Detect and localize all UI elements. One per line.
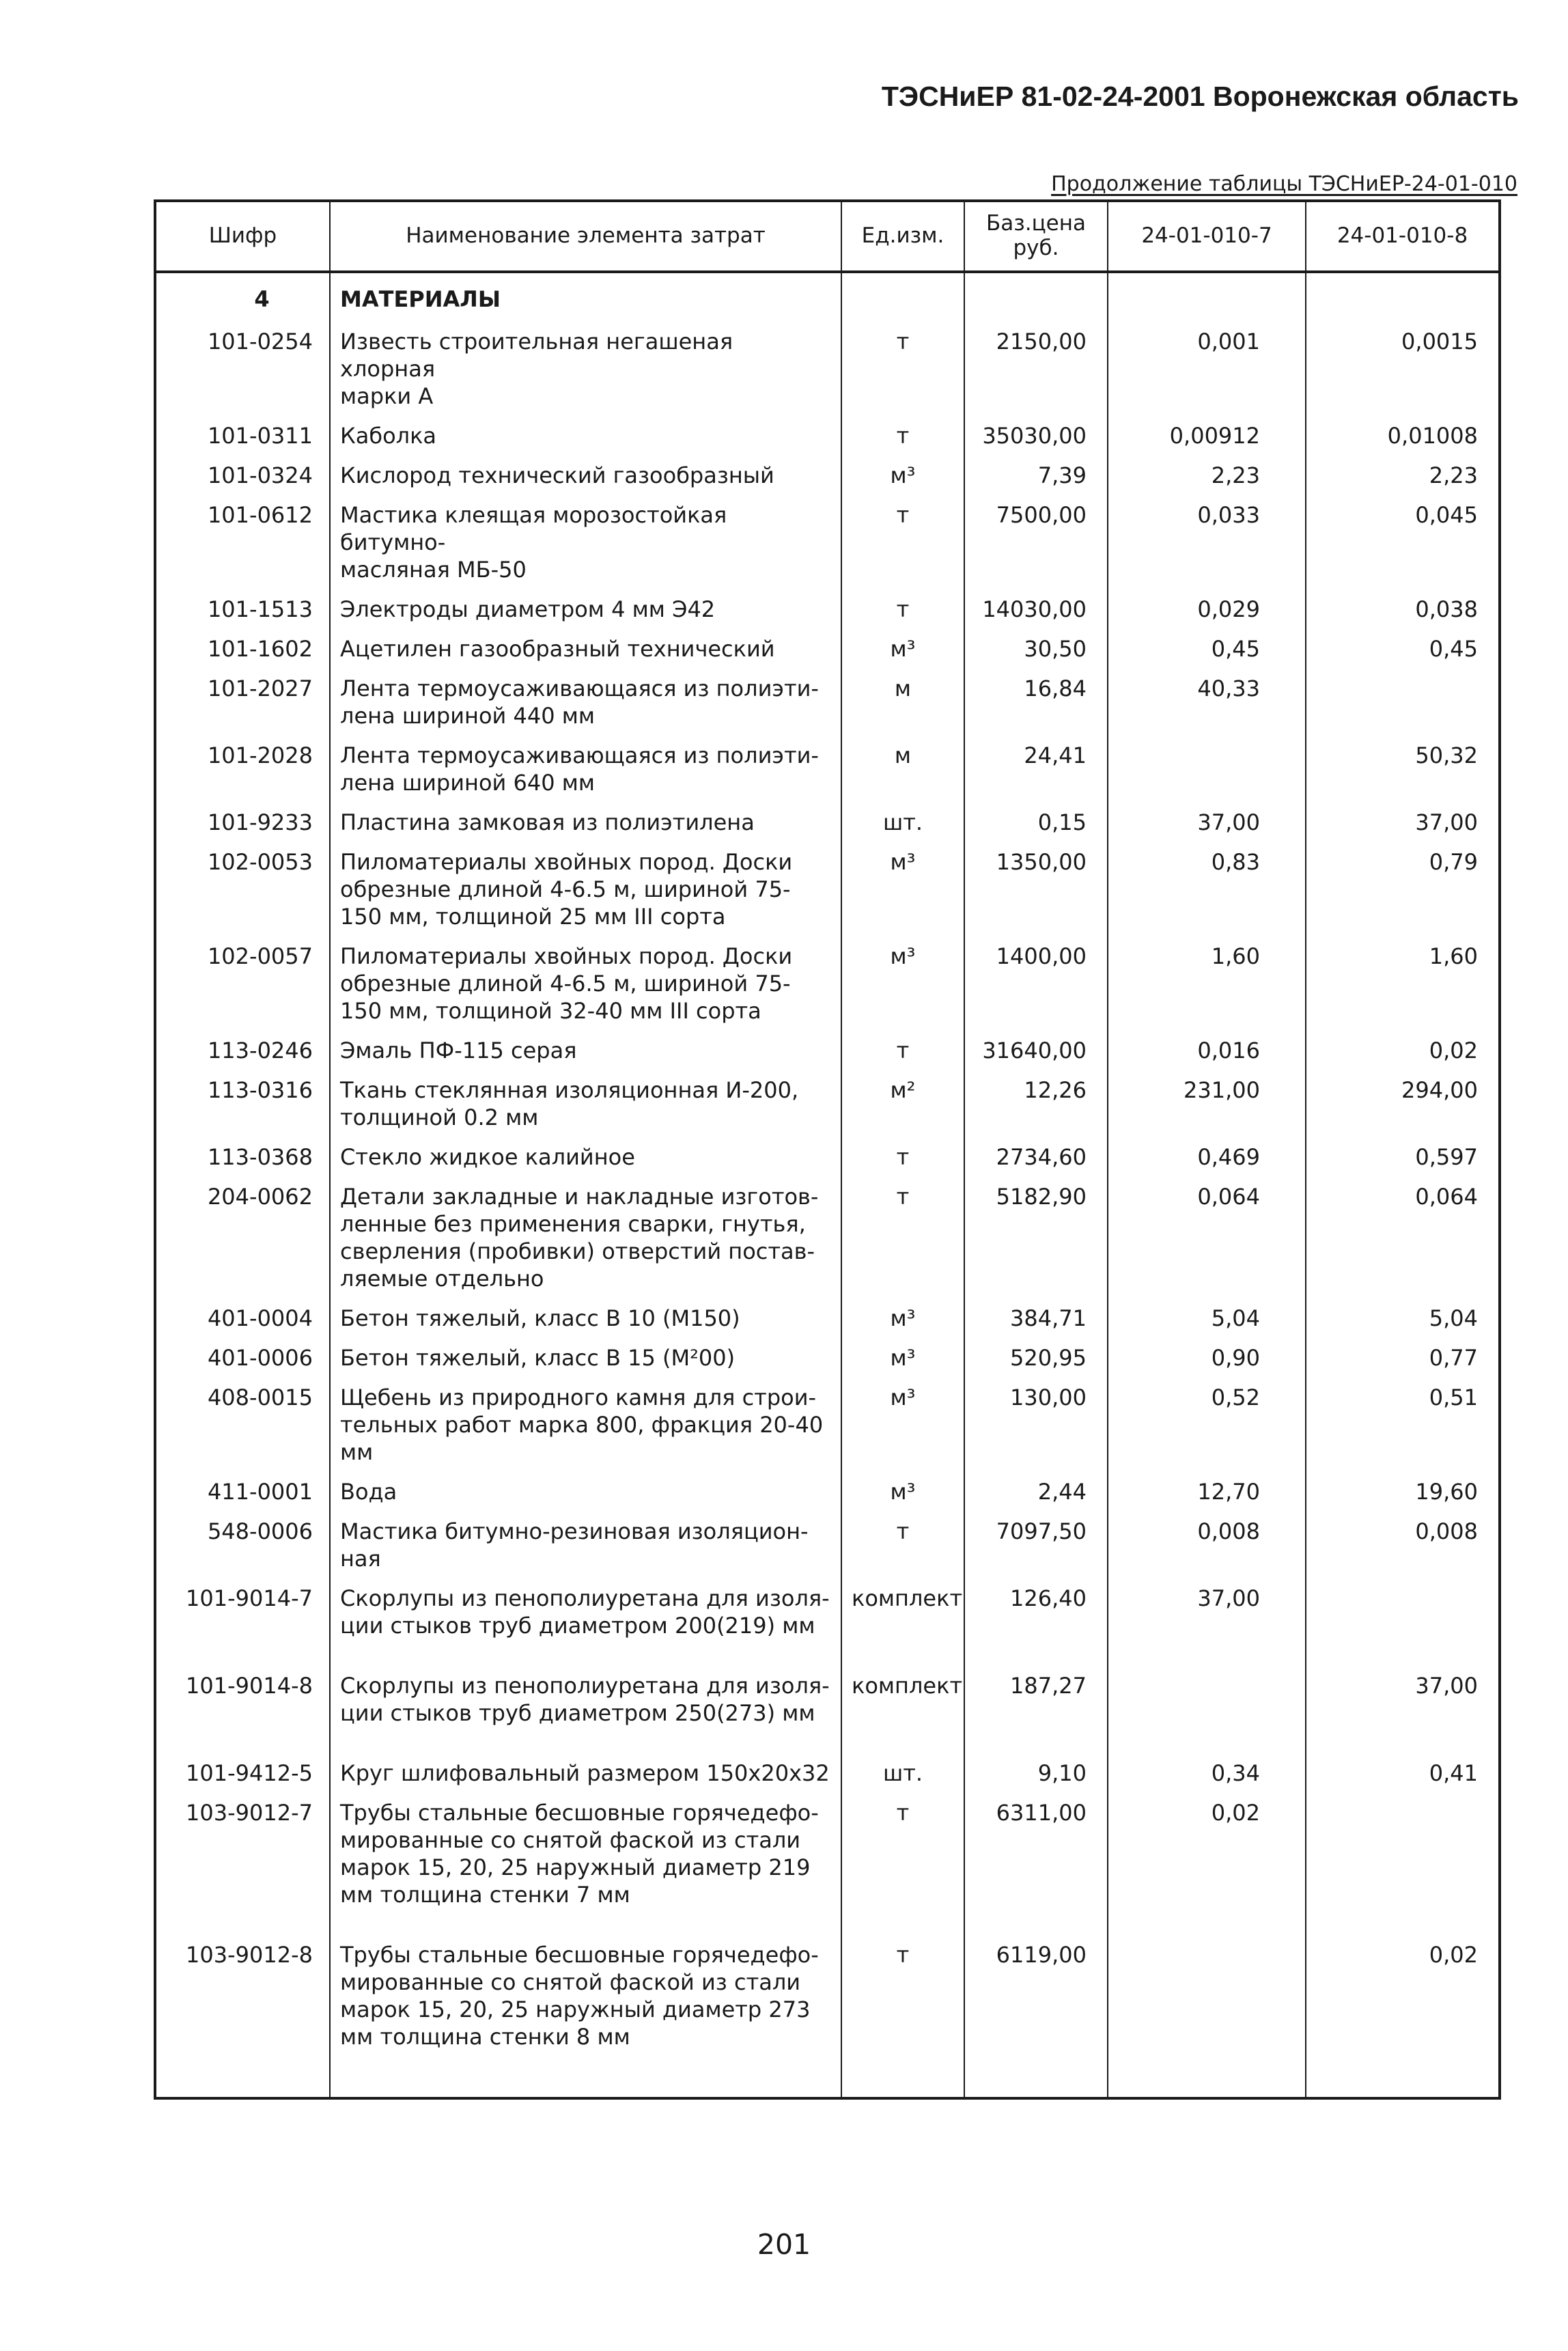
cell-code: 101-1513 — [156, 583, 330, 623]
cell-norm-8: 294,00 — [1401, 1077, 1478, 1103]
empty-cell — [964, 2075, 1108, 2097]
cell-name: Круг шлифовальный размером 150х20х32 — [330, 1747, 841, 1787]
cell-code: 101-9014-7 — [156, 1572, 330, 1660]
cell-norm-8: 0,0015 — [1401, 329, 1478, 354]
cell-price: 126,40 — [964, 1572, 1108, 1660]
cell-norm-8: 0,045 — [1415, 502, 1478, 528]
cell-code: 101-0612 — [156, 489, 330, 583]
cell-norm-7 — [1108, 1929, 1306, 2075]
cell-name: Скорлупы из пенополиуретана для изоля- ции стыков труб диаметром 200(219) мм — [330, 1572, 841, 1660]
empty-cell — [1306, 272, 1498, 316]
empty-cell — [330, 2075, 841, 2097]
table-row — [156, 1131, 1498, 1171]
table-row — [156, 1372, 1498, 1466]
cell-code: 102-0053 — [156, 836, 330, 930]
cell-norm-7: 40,33 — [1108, 663, 1306, 729]
cell-unit: м³ — [841, 1372, 964, 1466]
cell-unit: м² — [841, 1064, 964, 1131]
cell-price: 12,26 — [964, 1064, 1108, 1131]
cell-price: 7,39 — [964, 449, 1108, 489]
cell-code: 411-0001 — [156, 1466, 330, 1505]
cell-name: Лента термоусаживающаяся из полиэти- лена шириной 640 мм — [330, 729, 841, 796]
cell-price: 24,41 — [964, 729, 1108, 796]
cell-price: 14030,00 — [964, 583, 1108, 623]
section-row — [156, 272, 1498, 316]
cell-unit: м³ — [841, 1466, 964, 1505]
table-row — [156, 796, 1498, 836]
table-row — [156, 836, 1498, 930]
cell-norm-7: 0,90 — [1108, 1332, 1306, 1372]
cell-price: 30,50 — [964, 623, 1108, 663]
filler-row — [156, 2075, 1498, 2097]
cell-name: Бетон тяжелый, класс В 10 (М150) — [330, 1292, 841, 1332]
cell-unit: м³ — [841, 449, 964, 489]
cell-norm-7: 0,469 — [1108, 1131, 1306, 1171]
table-row — [156, 1292, 1498, 1332]
cell-price: 0,15 — [964, 796, 1108, 836]
cell-code: 101-2028 — [156, 729, 330, 796]
cell-name: Трубы стальные бесшовные горячедефо- мированные со снятой фаской из стали марок 15, 20, 25 наружный диаметр 219 мм толщина стенки 7 мм — [330, 1787, 841, 1929]
cell-norm-8: 1,60 — [1429, 943, 1478, 969]
table-continuation-caption: Продолжение таблицы ТЭСНиЕР-24-01-010 — [1051, 172, 1517, 196]
cell-code: 101-0254 — [156, 316, 330, 410]
cell-norm-7: 0,83 — [1108, 836, 1306, 930]
cell-unit: т — [841, 489, 964, 583]
cell-unit: комплект — [841, 1660, 964, 1747]
cell-unit: т — [841, 1025, 964, 1064]
cell-price: 520,95 — [964, 1332, 1108, 1372]
empty-cell — [1306, 2075, 1498, 2097]
cell-name: Кислород технический газообразный — [330, 449, 841, 489]
cell-norm-7: 0,52 — [1108, 1372, 1306, 1466]
cell-code: 113-0316 — [156, 1064, 330, 1131]
cell-name: Вода — [330, 1466, 841, 1505]
cell-name: Бетон тяжелый, класс В 15 (М²00) — [330, 1332, 841, 1372]
cell-norm-8: 0,02 — [1429, 1038, 1478, 1063]
cell-unit: т — [841, 410, 964, 449]
norms-table — [156, 202, 1498, 2097]
cell-name: Пластина замковая из полиэтилена — [330, 796, 841, 836]
cell-norm-7: 0,064 — [1108, 1171, 1306, 1292]
cell-code: 101-9412-5 — [156, 1747, 330, 1787]
column-header-price: Баз.цена руб. — [964, 202, 1108, 272]
table-row — [156, 1929, 1498, 2075]
cell-price: 6311,00 — [964, 1787, 1108, 1929]
cell-norm-7: 1,60 — [1108, 930, 1306, 1025]
cell-code: 113-0246 — [156, 1025, 330, 1064]
column-header-unit: Ед.изм. — [841, 202, 964, 272]
cell-name: Мастика клеящая морозостойкая битумно- масляная МБ-50 — [330, 489, 841, 583]
cell-code: 101-0324 — [156, 449, 330, 489]
cell-price: 130,00 — [964, 1372, 1108, 1466]
cell-code: 101-9233 — [156, 796, 330, 836]
cell-name: Стекло жидкое калийное — [330, 1131, 841, 1171]
cell-price: 5182,90 — [964, 1171, 1108, 1292]
column-header-name: Наименование элемента затрат — [330, 202, 841, 272]
cell-norm-8: 50,32 — [1415, 742, 1478, 768]
cell-norm-8: 0,45 — [1429, 636, 1478, 662]
cell-unit: м³ — [841, 1332, 964, 1372]
empty-cell — [841, 2075, 964, 2097]
cell-norm-7: 0,029 — [1108, 583, 1306, 623]
cell-code: 103-9012-8 — [156, 1929, 330, 2075]
cell-name: Известь строительная негашеная хлорная марки А — [330, 316, 841, 410]
table-row — [156, 729, 1498, 796]
cell-norm-7: 0,00912 — [1108, 410, 1306, 449]
cell-price: 1350,00 — [964, 836, 1108, 930]
cell-norm-8: 0,51 — [1429, 1385, 1478, 1410]
table-row — [156, 449, 1498, 489]
cell-norm-7 — [1108, 1660, 1306, 1747]
table-row — [156, 663, 1498, 729]
cell-norm-7: 0,34 — [1108, 1747, 1306, 1787]
cell-norm-7: 0,033 — [1108, 489, 1306, 583]
table-row — [156, 1787, 1498, 1929]
cell-unit: т — [841, 1929, 964, 2075]
table-row — [156, 1572, 1498, 1660]
cell-name: Ткань стеклянная изоляционная И-200, толщиной 0.2 мм — [330, 1064, 841, 1131]
cell-norm-8 — [1306, 1572, 1498, 1660]
cell-unit: т — [841, 1787, 964, 1929]
cell-norm-7 — [1108, 729, 1306, 796]
cell-norm-8: 0,41 — [1429, 1760, 1478, 1786]
cell-code: 101-0311 — [156, 410, 330, 449]
table-row — [156, 930, 1498, 1025]
cell-norm-8: 5,04 — [1429, 1305, 1478, 1331]
cell-price: 2150,00 — [964, 316, 1108, 410]
cell-code: 113-0368 — [156, 1131, 330, 1171]
cell-norm-8: 37,00 — [1415, 1673, 1478, 1699]
empty-cell — [841, 272, 964, 316]
column-header-norm-7: 24-01-010-7 — [1108, 202, 1306, 272]
table-row — [156, 1064, 1498, 1131]
cell-price: 31640,00 — [964, 1025, 1108, 1064]
cell-unit: м — [841, 663, 964, 729]
cell-norm-7: 0,008 — [1108, 1505, 1306, 1572]
table-row — [156, 1747, 1498, 1787]
table-row — [156, 1025, 1498, 1064]
cell-norm-7: 2,23 — [1108, 449, 1306, 489]
cell-norm-8: 0,79 — [1429, 849, 1478, 875]
page-number: 201 — [757, 2228, 811, 2261]
cell-unit: комплект — [841, 1572, 964, 1660]
cell-norm-8: 2,23 — [1429, 462, 1478, 488]
table-header-row — [156, 202, 1498, 272]
cell-name: Пиломатериалы хвойных пород. Доски обрезные длиной 4-6.5 м, шириной 75- 150 мм, толщиной 25 мм III сорта — [330, 836, 841, 930]
cell-norm-8: 37,00 — [1415, 809, 1478, 835]
cell-unit: м³ — [841, 623, 964, 663]
cell-price: 2734,60 — [964, 1131, 1108, 1171]
empty-cell — [1108, 272, 1306, 316]
cell-norm-7: 37,00 — [1108, 796, 1306, 836]
cell-name: Ацетилен газообразный технический — [330, 623, 841, 663]
cell-unit: м³ — [841, 930, 964, 1025]
cell-unit: т — [841, 1171, 964, 1292]
cell-name: Скорлупы из пенополиуретана для изоля- ции стыков труб диаметром 250(273) мм — [330, 1660, 841, 1747]
cell-name: Лента термоусаживающаяся из полиэти- лена шириной 440 мм — [330, 663, 841, 729]
cell-price: 2,44 — [964, 1466, 1108, 1505]
cell-code: 548-0006 — [156, 1505, 330, 1572]
cell-name: Каболка — [330, 410, 841, 449]
cell-unit: шт. — [841, 796, 964, 836]
document-title: ТЭСНиЕР 81-02-24-2001 Воронежская область — [881, 81, 1519, 112]
cell-norm-7: 0,02 — [1108, 1787, 1306, 1929]
cell-name: Мастика битумно-резиновая изоляцион- ная — [330, 1505, 841, 1572]
empty-cell — [156, 2075, 330, 2097]
cell-norm-8: 0,02 — [1429, 1942, 1478, 1968]
table-row — [156, 583, 1498, 623]
cell-norm-8: 0,038 — [1415, 596, 1478, 622]
cell-unit: м — [841, 729, 964, 796]
table-row — [156, 1505, 1498, 1572]
cell-name: Детали закладные и накладные изготов- ленные без применения сварки, гнутья, сверления (пробивки) отверстий постав- ляемые отдельно — [330, 1171, 841, 1292]
cell-price: 187,27 — [964, 1660, 1108, 1747]
cell-price: 7500,00 — [964, 489, 1108, 583]
cell-norm-7: 12,70 — [1108, 1466, 1306, 1505]
cell-norm-8: 0,008 — [1415, 1518, 1478, 1544]
norms-table-frame — [154, 199, 1501, 2100]
column-header-norm-8: 24-01-010-8 — [1306, 202, 1498, 272]
cell-name: Щебень из природного камня для строи- тельных работ марка 800, фракция 20-40 мм — [330, 1372, 841, 1466]
table-row — [156, 489, 1498, 583]
cell-code: 101-1602 — [156, 623, 330, 663]
cell-code: 102-0057 — [156, 930, 330, 1025]
cell-norm-8: 0,597 — [1415, 1144, 1478, 1170]
cell-price: 1400,00 — [964, 930, 1108, 1025]
table-row — [156, 1332, 1498, 1372]
cell-code: 401-0006 — [156, 1332, 330, 1372]
table-body — [156, 272, 1498, 2097]
cell-norm-7: 231,00 — [1108, 1064, 1306, 1131]
cell-code: 401-0004 — [156, 1292, 330, 1332]
empty-cell — [1108, 2075, 1306, 2097]
cell-unit: т — [841, 583, 964, 623]
cell-name: Электроды диаметром 4 мм Э42 — [330, 583, 841, 623]
cell-norm-8 — [1306, 1787, 1498, 1929]
table-row — [156, 1660, 1498, 1747]
cell-name: Пиломатериалы хвойных пород. Доски обрезные длиной 4-6.5 м, шириной 75- 150 мм, толщиной 32-40 мм III сорта — [330, 930, 841, 1025]
table-row — [156, 1466, 1498, 1505]
cell-norm-7: 37,00 — [1108, 1572, 1306, 1660]
cell-code: 103-9012-7 — [156, 1787, 330, 1929]
cell-unit: м³ — [841, 1292, 964, 1332]
cell-price: 6119,00 — [964, 1929, 1108, 2075]
cell-norm-7: 0,016 — [1108, 1025, 1306, 1064]
cell-name: Трубы стальные бесшовные горячедефо- мированные со снятой фаской из стали марок 15, 20, 25 наружный диаметр 273 мм толщина стенки 8 мм — [330, 1929, 841, 2075]
section-code: 4 — [156, 272, 330, 316]
cell-norm-8: 19,60 — [1415, 1479, 1478, 1505]
cell-norm-7: 5,04 — [1108, 1292, 1306, 1332]
cell-unit: шт. — [841, 1747, 964, 1787]
cell-code: 101-9014-8 — [156, 1660, 330, 1747]
cell-price: 9,10 — [964, 1747, 1108, 1787]
table-row — [156, 410, 1498, 449]
section-name: МАТЕРИАЛЫ — [330, 272, 841, 316]
cell-name: Эмаль ПФ-115 серая — [330, 1025, 841, 1064]
cell-unit: м³ — [841, 836, 964, 930]
table-row — [156, 1171, 1498, 1292]
cell-norm-8: 0,01008 — [1387, 423, 1478, 449]
cell-norm-7: 0,001 — [1108, 316, 1306, 410]
cell-norm-7: 0,45 — [1108, 623, 1306, 663]
table-row — [156, 623, 1498, 663]
cell-norm-8 — [1306, 663, 1498, 729]
cell-code: 204-0062 — [156, 1171, 330, 1292]
table-row — [156, 316, 1498, 410]
cell-price: 7097,50 — [964, 1505, 1108, 1572]
column-header-code: Шифр — [156, 202, 330, 272]
cell-unit: т — [841, 1131, 964, 1171]
cell-unit: т — [841, 316, 964, 410]
cell-code: 101-2027 — [156, 663, 330, 729]
cell-norm-8: 0,77 — [1429, 1345, 1478, 1371]
cell-price: 35030,00 — [964, 410, 1108, 449]
cell-unit: т — [841, 1505, 964, 1572]
cell-price: 16,84 — [964, 663, 1108, 729]
cell-code: 408-0015 — [156, 1372, 330, 1466]
cell-norm-8: 0,064 — [1415, 1184, 1478, 1210]
empty-cell — [964, 272, 1108, 316]
cell-price: 384,71 — [964, 1292, 1108, 1332]
